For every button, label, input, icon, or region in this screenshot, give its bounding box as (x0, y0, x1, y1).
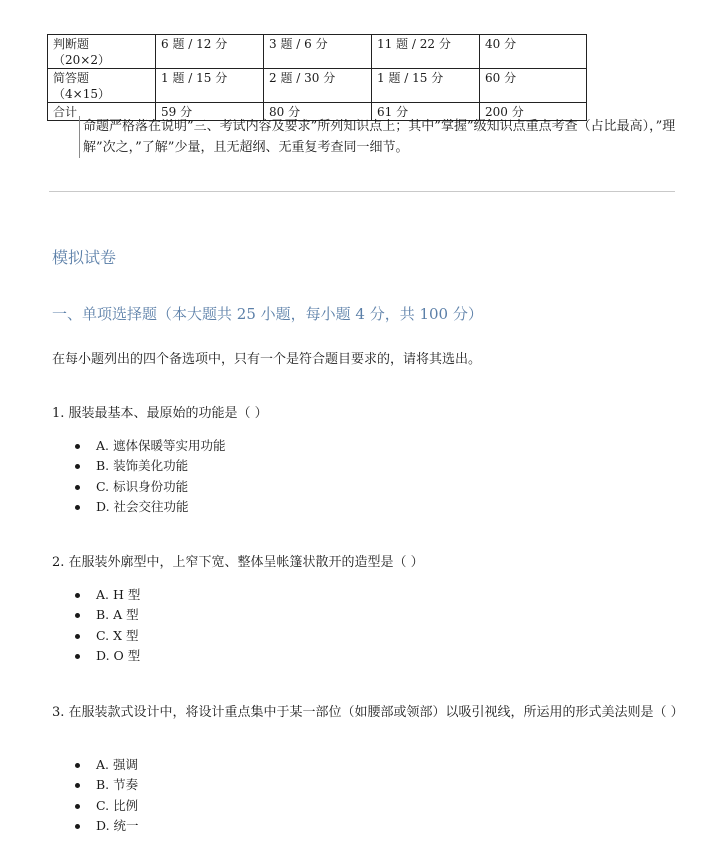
cell-text: 200 分 (485, 105, 524, 119)
cell-text: 2 题 / 30 分 (269, 71, 336, 85)
question-2-options (72, 585, 140, 666)
option-label: A. H 型 (96, 587, 141, 602)
option-item[interactable] (72, 626, 140, 646)
question-3-stem: 3. 在服装款式设计中，将设计重点集中于某一部位（如腰部或领部）以吸引视线，所运用的形式美法则是（ ） (52, 705, 684, 720)
option-item[interactable] (72, 477, 225, 497)
cell-text: 3 题 / 6 分 (269, 37, 328, 51)
cell-text: 11 题 / 22 分 (377, 37, 451, 51)
cell-text: 6 题 / 12 分 (161, 37, 228, 51)
option-label: C. X 型 (96, 627, 139, 643)
section-heading: 一、单项选择题（本大题共 25 小题，每小题 4 分，共 100 分） (52, 305, 483, 323)
bullet-icon (75, 804, 80, 809)
table-cell (264, 69, 372, 103)
cell-text: 59 分 (161, 105, 193, 119)
cell-text: 判断题 （20×2） (53, 37, 110, 67)
note-text: 命题严格落在说明”三、考试内容及要求”所列知识点上；其中”掌握”级知识点重点考查（占比最高），”理解”次之，”了解”少量，且无超纲、无重复考查同一细节。 (83, 119, 676, 155)
option-item[interactable] (72, 497, 225, 517)
cell-text: 1 题 / 15 分 (377, 71, 444, 85)
bullet-icon (75, 464, 80, 469)
table-row (48, 35, 587, 69)
blockquote-note (79, 116, 683, 158)
cell-text: 61 分 (377, 105, 409, 119)
score-distribution-table (47, 34, 587, 121)
question-1-stem: 1. 服装最基本、最原始的功能是（ ） (52, 406, 268, 421)
section-intro: 在每小题列出的四个备选项中，只有一个是符合题目要求的，请将其选出。 (52, 352, 482, 367)
horizontal-divider (49, 191, 675, 192)
question-1-options (72, 436, 225, 517)
option-item[interactable] (72, 456, 225, 476)
option-item[interactable] (72, 775, 139, 795)
bullet-icon (75, 824, 80, 829)
bullet-icon (75, 783, 80, 788)
table-cell (372, 69, 480, 103)
bullet-icon (75, 763, 80, 768)
option-item[interactable] (72, 816, 139, 836)
option-label: B. A 型 (96, 607, 139, 623)
option-item[interactable] (72, 796, 139, 816)
option-item[interactable] (72, 436, 225, 456)
bullet-icon (75, 444, 80, 449)
option-label: A. 遮体保暖等实用功能 (96, 438, 226, 453)
option-label: D. 社会交往功能 (96, 498, 189, 514)
table-cell (48, 69, 156, 103)
table-cell (48, 35, 156, 69)
bullet-icon (75, 505, 80, 510)
table-cell (480, 35, 587, 69)
option-item[interactable] (72, 755, 139, 775)
option-label: B. 节奏 (96, 777, 139, 793)
table-cell (480, 69, 587, 103)
bullet-icon (75, 654, 80, 659)
table-cell (156, 69, 264, 103)
option-label: D. O 型 (96, 647, 141, 663)
table-cell (372, 35, 480, 69)
option-label: A. 强调 (96, 757, 138, 772)
table-cell (156, 35, 264, 69)
cell-text: 1 题 / 15 分 (161, 71, 228, 85)
bullet-icon (75, 485, 80, 490)
bullet-icon (75, 613, 80, 618)
bullet-icon (75, 634, 80, 639)
table-cell (264, 35, 372, 69)
cell-text: 简答题 （4×15） (53, 71, 110, 101)
question-2-stem: 2. 在服装外廓型中，上窄下宽、整体呈帐篷状散开的造型是（ ） (52, 555, 424, 570)
cell-text: 40 分 (485, 37, 517, 51)
bullet-icon (75, 593, 80, 598)
question-3-options (72, 755, 139, 836)
option-item[interactable] (72, 605, 140, 625)
option-label: D. 统一 (96, 817, 139, 833)
option-label: C. 标识身份功能 (96, 478, 189, 494)
option-item[interactable] (72, 646, 140, 666)
exam-title: 模拟试卷 (52, 248, 117, 267)
table-row (48, 69, 587, 103)
cell-text: 60 分 (485, 71, 517, 85)
option-item[interactable] (72, 585, 140, 605)
option-label: B. 装饰美化功能 (96, 458, 189, 474)
option-label: C. 比例 (96, 797, 139, 813)
cell-text: 合计 (53, 105, 78, 119)
cell-text: 80 分 (269, 105, 301, 119)
